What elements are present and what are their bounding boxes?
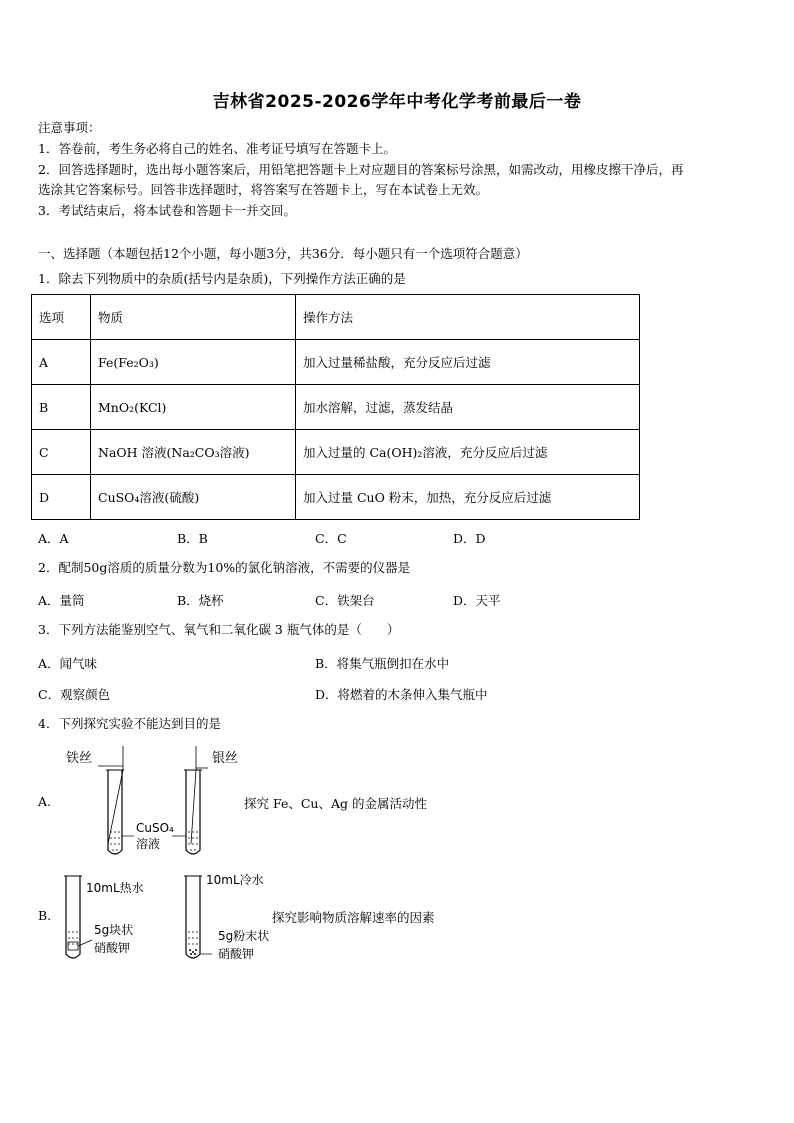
q4-a-label: A.	[38, 794, 52, 809]
table-row	[32, 430, 640, 475]
notice-line-3: 3．考试结束后，将本试卷和答题卡一并交回。	[38, 203, 296, 218]
substance-cell: NaOH 溶液(Na₂CO₃溶液)	[91, 430, 296, 475]
option-cell: A	[32, 340, 91, 385]
potassium-nitrate-label: 硝酸钾	[94, 941, 131, 955]
q1-option-c: C．C	[315, 531, 347, 546]
q4-a-description: 探究 Fe、Cu、Ag 的金属活动性	[244, 796, 427, 811]
q2-option-a: A．量筒	[38, 593, 85, 608]
substance-cell: CuSO₄溶液(硫酸)	[91, 475, 296, 520]
q3-option-d: D．将燃着的木条伸入集气瓶中	[315, 687, 488, 702]
silver-wire-label: 银丝	[212, 751, 239, 766]
section-heading: 一、选择题（本题包括12个小题，每小题3分，共36分．每小题只有一个选项符合题意）	[38, 246, 528, 261]
table-row	[32, 340, 640, 385]
option-cell: C	[32, 430, 91, 475]
hot-water-label: 10mL热水	[86, 881, 144, 895]
method-cell: 加入过量的 Ca(OH)₂溶液，充分反应后过滤	[296, 430, 640, 475]
iron-wire-label: 铁丝	[66, 751, 93, 766]
solution-label: 溶液	[136, 837, 161, 851]
q2-option-c: C．铁架台	[315, 593, 375, 608]
dissolution-rate-test-tubes	[60, 866, 280, 970]
cold-water-label: 10mL冷水	[206, 873, 264, 887]
header-cell: 选项	[32, 295, 91, 340]
substance-cell: MnO₂(KCl)	[91, 385, 296, 430]
notice-line-2b: 选涂其它答案标号。回答非选择题时，将答案写在答题卡上，写在本试卷上无效。	[38, 182, 489, 197]
q1-stem: 1．除去下列物质中的杂质(括号内是杂质)，下列操作方法正确的是	[38, 271, 406, 286]
q2-option-b: B．烧杯	[177, 593, 224, 608]
notice-line-1: 1．答卷前，考生务必将自己的姓名、准考证号填写在答题卡上。	[38, 141, 396, 156]
header-cell: 物质	[91, 295, 296, 340]
q4-stem: 4．下列探究实验不能达到目的是	[38, 716, 221, 731]
q1-option-b: B．B	[177, 531, 208, 546]
substance-cell: Fe(Fe₂O₃)	[91, 340, 296, 385]
method-cell: 加入过量稀盐酸，充分反应后过滤	[296, 340, 640, 385]
q3-stem: 3．下列方法能鉴别空气、氧气和二氧化碳 3 瓶气体的是（ ）	[38, 622, 400, 637]
page-title: 吉林省2025-2026学年中考化学考前最后一卷	[212, 92, 582, 112]
q2-stem: 2．配制50g溶质的质量分数为10%的氯化钠溶液，不需要的仪器是	[38, 560, 411, 575]
table-header-row	[32, 295, 640, 340]
table-row	[32, 475, 640, 520]
q1-table	[31, 294, 640, 520]
potassium-nitrate-label-2: 硝酸钾	[218, 947, 255, 961]
q1-option-d: D．D	[453, 531, 486, 546]
q3-option-b: B．将集气瓶倒扣在水中	[315, 656, 450, 671]
notice-heading: 注意事项：	[38, 120, 101, 135]
notice-line-2a: 2．回答选择题时，选出每小题答案后，用铅笔把答题卡上对应题目的答案标号涂黑，如需改动，用橡皮擦干净后，再	[38, 162, 684, 177]
option-cell: B	[32, 385, 91, 430]
table-row	[32, 385, 640, 430]
method-cell: 加入过量 CuO 粉末，加热，充分反应后过滤	[296, 475, 640, 520]
method-cell: 加水溶解，过滤，蒸发结晶	[296, 385, 640, 430]
cuso4-label: CuSO₄	[136, 821, 174, 835]
block-solid-label: 5g块状	[94, 923, 134, 937]
q3-option-c: C．观察颜色	[38, 687, 111, 702]
q1-option-a: A．A	[38, 531, 69, 546]
metal-activity-test-tubes	[60, 740, 260, 862]
header-cell: 操作方法	[296, 295, 640, 340]
q4-b-description: 探究影响物质溶解速率的因素	[272, 910, 435, 925]
q4-b-label: B.	[38, 908, 52, 923]
powder-solid-label: 5g粉末状	[218, 929, 270, 943]
q2-option-d: D．天平	[453, 593, 501, 608]
q3-option-a: A．闻气味	[38, 656, 98, 671]
option-cell: D	[32, 475, 91, 520]
